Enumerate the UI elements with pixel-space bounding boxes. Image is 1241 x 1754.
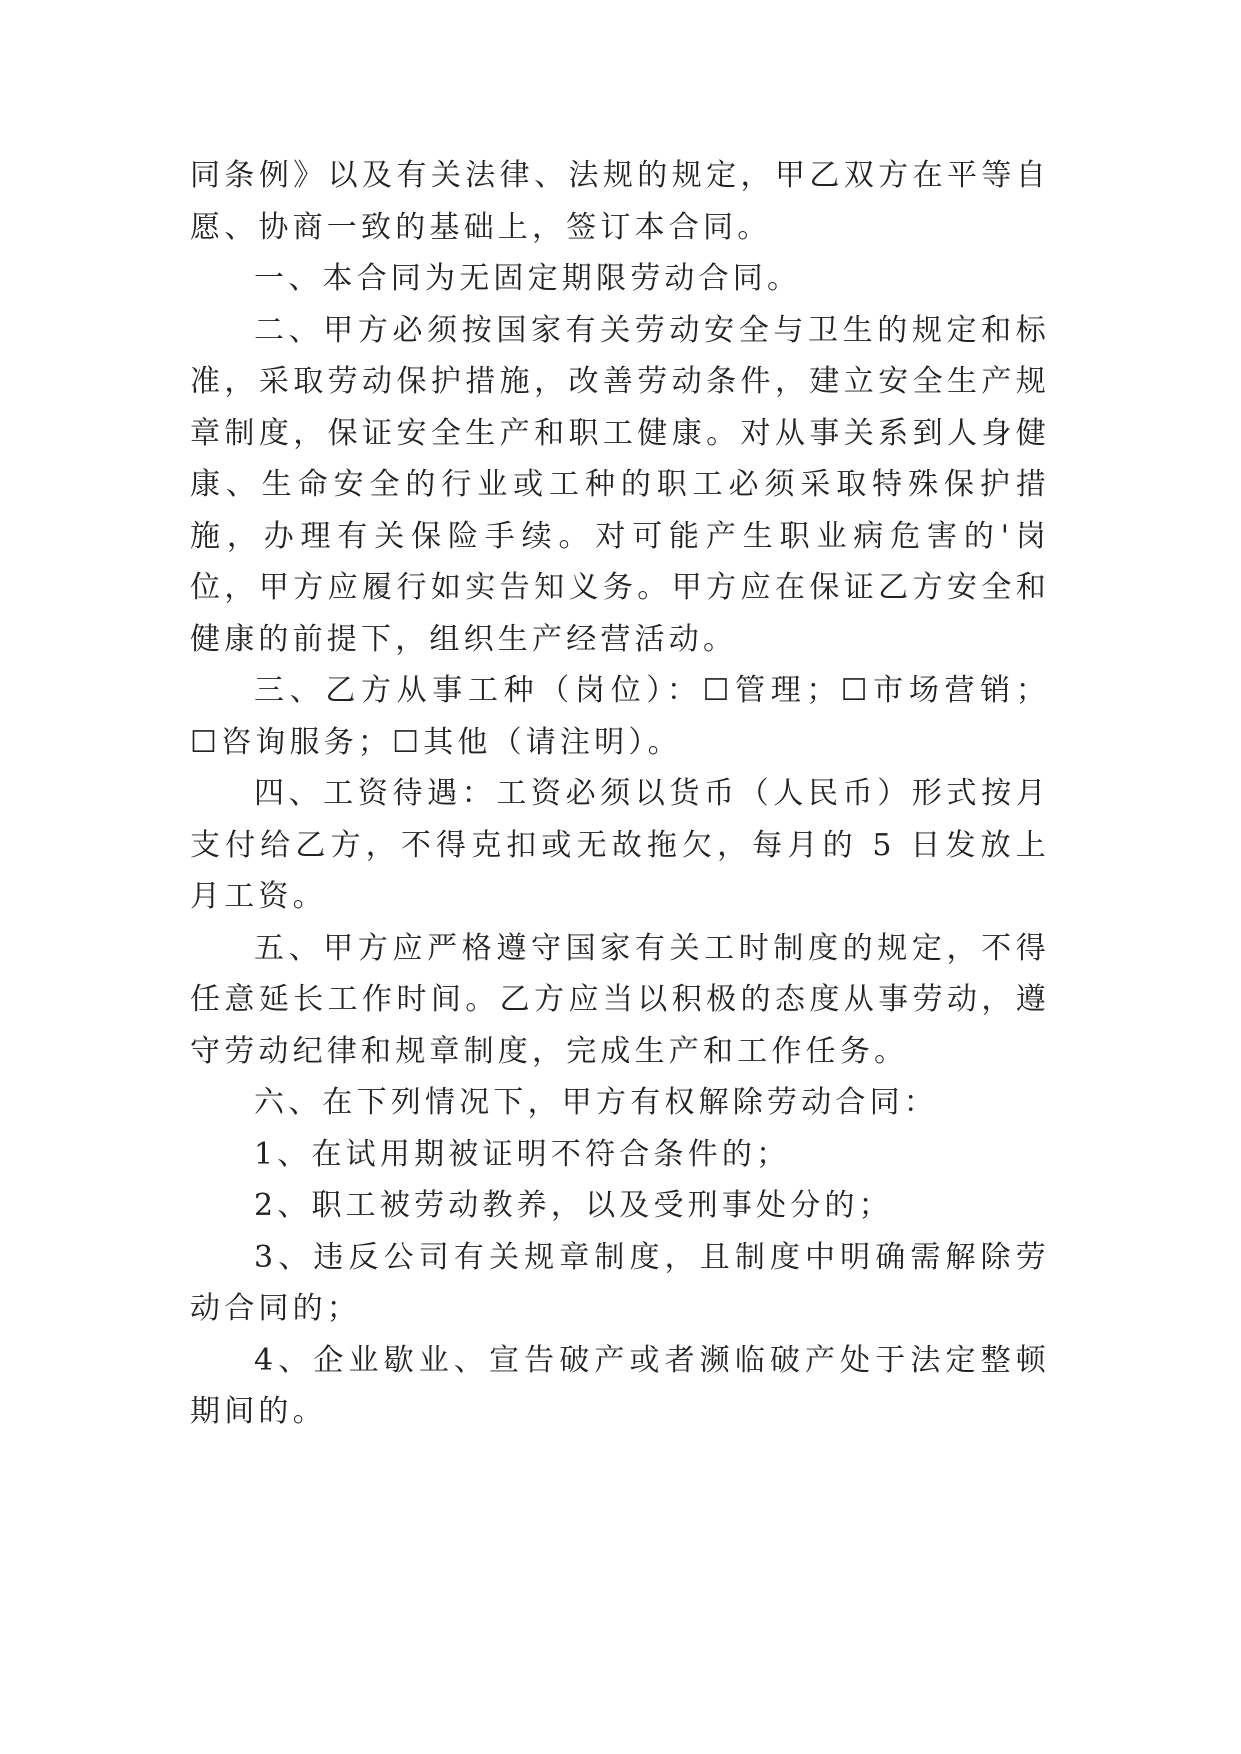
paragraph-preamble: 同条例》以及有关法律、法规的规定，甲乙双方在平等自愿、协商一致的基础上，签订本合同。 bbox=[190, 158, 1050, 245]
list-item-condition-4: 4、企业歇业、宣告破产或者濒临破产处于法定整顿期间的。 bbox=[190, 1342, 1050, 1429]
paragraph-clause-6: 六、在下列情况下，甲方有权解除劳动合同： bbox=[254, 1085, 938, 1120]
paragraph-clause-2: 二、甲方必须按国家有关劳动安全与卫生的规定和标准，采取劳动保护措施，改善劳动条件，建立安全生产规章制度，保证安全生产和职工健康。对从事关系到人身健康、生命安全的行业或工种的职工必须采取特殊保护措施，办理有关保险手续。对可能产生职业病危害的'岗位，甲方应履行如实告知义务。甲方应在保证乙方安全和健康的前提下，组织生产经营活动。 bbox=[190, 312, 1050, 657]
document-body bbox=[190, 150, 1050, 1438]
list-item-condition-1: 1、在试用期被证明不符合条件的； bbox=[254, 1136, 791, 1172]
paragraph-clause-3: 三、乙方从事工种（岗位）：☐管理；☐市场营销；☐咨询服务；☐其他（请注明）。 bbox=[190, 673, 1050, 760]
paragraph-clause-1: 一、本合同为无固定期限劳动合同。 bbox=[254, 261, 802, 296]
list-item-condition-2: 2、职工被劳动教养，以及受刑事处分的； bbox=[254, 1188, 893, 1223]
paragraph-clause-4: 四、工资待遇：工资必须以货币（人民币）形式按月支付给乙方，不得克扣或无故拖欠，每月的 5 日发放上月工资。 bbox=[190, 776, 1050, 914]
list-item-condition-3: 3、违反公司有关规章制度，且制度中明确需解除劳动合同的； bbox=[190, 1239, 1050, 1326]
paragraph-clause-5: 五、甲方应严格遵守国家有关工时制度的规定，不得任意延长工作时间。乙方应当以积极的态度从事劳动，遵守劳动纪律和规章制度，完成生产和工作任务。 bbox=[190, 930, 1050, 1069]
